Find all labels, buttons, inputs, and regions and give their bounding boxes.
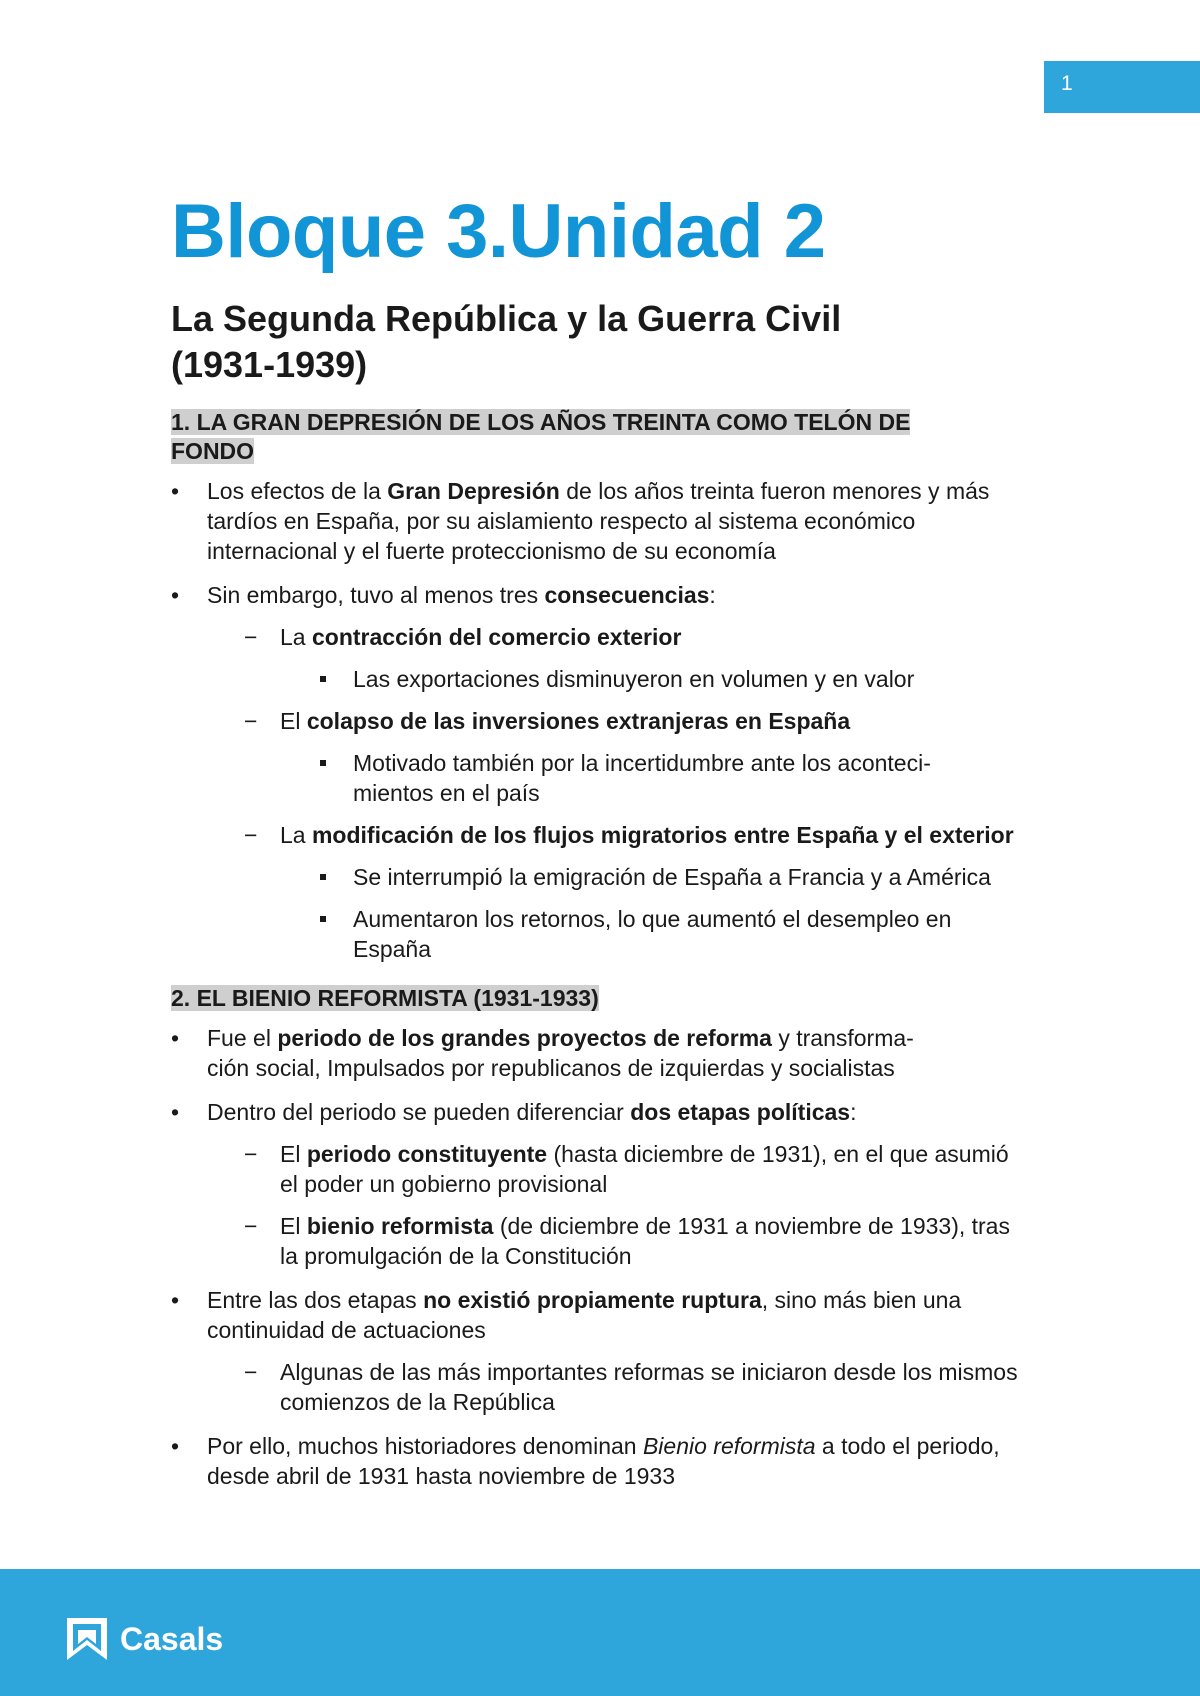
- page-number: 1: [1061, 72, 1073, 95]
- list-item: Se interrumpió la emigración de España a Francia y a América: [171, 862, 1031, 892]
- list-item: − La modificación de los flujos migratorios entre España y el exterior: [171, 820, 1031, 850]
- page-title: Bloque 3.Unidad 2: [171, 189, 826, 274]
- list-item: • Entre las dos etapas no existió propiamente ruptura, sino más bien una continuidad de actuaciones: [171, 1285, 1031, 1345]
- section-heading-2: 2. EL BIENIO REFORMISTA (1931-1933): [171, 985, 599, 1011]
- list-item: • Los efectos de la Gran Depresión de los años treinta fueron menores y más tardíos en España, por su aislamiento respecto al sistema económico internacional y el fuerte proteccionismo de su economía: [171, 476, 1031, 566]
- section-heading-1-line-1: 1. LA GRAN DEPRESIÓN DE LOS AÑOS TREINTA COMO TELÓN DE: [171, 409, 911, 435]
- list-item: − El colapso de las inversiones extranjeras en España: [171, 706, 1031, 736]
- list-item: Las exportaciones disminuyeron en volumen y en valor: [171, 664, 1031, 694]
- casals-logo-icon: [64, 1615, 110, 1663]
- section-heading-1: [171, 408, 1031, 466]
- list-item: Motivado también por la incertidumbre ante los aconteci- mientos en el país: [171, 748, 1031, 808]
- list-item: − El bienio reformista (de diciembre de 1931 a noviembre de 1933), tras la promulgación de la Constitución: [171, 1211, 1031, 1271]
- list-item: • Fue el periodo de los grandes proyectos de reforma y transforma- ción social, Impulsados por republicanos de izquierdas y socialistas: [171, 1023, 1031, 1083]
- list-item: • Dentro del periodo se pueden diferenciar dos etapas políticas:: [171, 1097, 1031, 1127]
- section-1-list: [171, 476, 1031, 964]
- subtitle-line-1: La Segunda República y la Guerra Civil: [171, 298, 842, 339]
- list-item: • Por ello, muchos historiadores denominan Bienio reformista a todo el periodo, desde abril de 1931 hasta noviembre de 1933: [171, 1431, 1031, 1491]
- brand-name: Casals: [120, 1621, 224, 1657]
- subtitle-line-2: (1931-1939): [171, 344, 368, 385]
- list-item: Aumentaron los retornos, lo que aumentó el desempleo en España: [171, 904, 1031, 964]
- list-item: − Algunas de las más importantes reformas se iniciaron desde los mismos comienzos de la República: [171, 1357, 1031, 1417]
- list-item: • Sin embargo, tuvo al menos tres consecuencias:: [171, 580, 1031, 610]
- list-item: − El periodo constituyente (hasta diciembre de 1931), en el que asumió el poder un gobierno provisional: [171, 1139, 1031, 1199]
- page-subtitle: [171, 296, 1031, 388]
- footer-bar: [0, 1569, 1200, 1696]
- page-number-badge: [1044, 61, 1200, 113]
- document-content: [171, 180, 1031, 1491]
- section-heading-1-line-2: FONDO: [171, 438, 255, 464]
- list-item: − La contracción del comercio exterior: [171, 622, 1031, 652]
- section-2-list: [171, 1023, 1031, 1491]
